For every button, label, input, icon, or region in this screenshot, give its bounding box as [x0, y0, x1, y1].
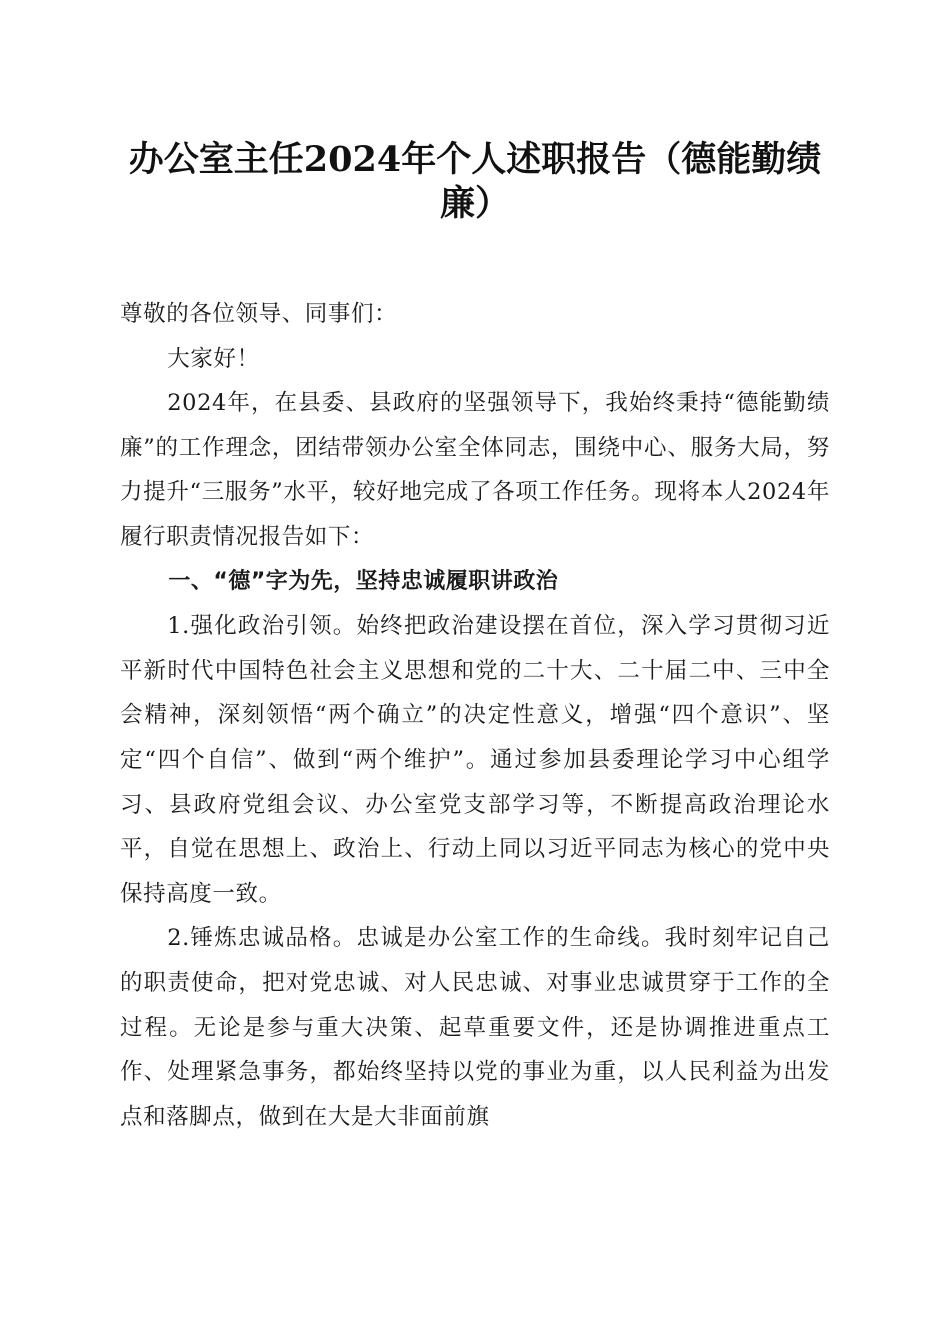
title-line-1: 办公室主任2024年个人述职报告（德能勤绩 — [128, 139, 822, 180]
title-line-2: 廉） — [439, 183, 510, 224]
paragraph-item-2: 2.锤炼忠诚品格。忠诚是办公室工作的生命线。我时刻牢记自己的职责使命，把对党忠诚、对人民忠诚、对事业忠诚贯穿于工作的全过程。无论是参与重大决策、起草重要文件，还是协调推进重点工作、处理紧急事务，都始终坚持以党的事业为重，以人民利益为出发点和落脚点，做到在大是大非面前旗 — [120, 925, 830, 1130]
paragraph-item-1: 1.强化政治引领。始终把政治建设摆在首位，深入学习贯彻习近平新时代中国特色社会主义思想和党的二十大、二十届二中、三中全会精神，深刻领悟“两个确立”的决定性意义，增强“四个意识”、坚定“四个自信”、做到“两个维护”。通过参加县委理论学习中心组学习、县政府党组会议、办公室党支部学习等，不断提高政治理论水平，自觉在思想上、政治上、行动上同以习近平同志为核心的党中央保持高度一致。 — [120, 613, 830, 907]
document-title — [120, 138, 830, 226]
document-page — [120, 138, 830, 1139]
salutation: 尊敬的各位领导、同事们： — [120, 301, 398, 327]
intro-paragraph: 2024年，在县委、县政府的坚强领导下，我始终秉持“德能勤绩廉”的工作理念，团结带领办公室全体同志，围绕中心、服务大局，努力提升“三服务”水平，较好地完成了各项工作任务。现将本人2024年履行职责情况报告如下： — [120, 390, 830, 550]
section-heading-1: 一、“德”字为先，坚持忠诚履职讲政治 — [168, 568, 559, 594]
document-body — [120, 292, 830, 1139]
greeting: 大家好！ — [167, 345, 260, 372]
